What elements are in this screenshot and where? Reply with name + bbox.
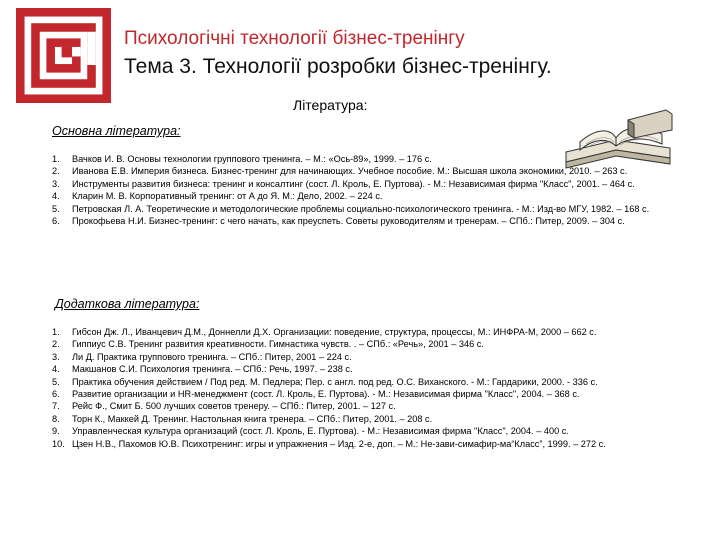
list-item (52, 203, 684, 215)
additional-literature-label: Додаткова література: (55, 297, 200, 311)
item-number: 2. (52, 339, 60, 350)
additional-literature-list (52, 326, 684, 450)
item-text: Цзен Н.В., Пахомов Ю.В. Психотренинг: игры и упражнения – Изд. 2-е, доп. – М.: Не-зави-симафир-ма“Класс”, 1999. – 272 с. (72, 438, 606, 449)
list-item (52, 400, 684, 412)
literature-heading: Література: (293, 97, 368, 113)
list-item (52, 190, 684, 202)
item-number: 3. (52, 351, 60, 362)
item-text: Петровская Л. А. Теоретические и методологические проблемы социально-психологического тренинга. - М.: Изд-во МГУ, 1982. – 168 с. (72, 203, 650, 214)
item-text: Иванова Е.В. Империя бизнеса. Бизнес-тренинг для начинающих. Учебное пособие. М.: Высшая школа экономики, 2010. – 263 с. (72, 166, 628, 177)
list-item (52, 178, 684, 190)
item-number: 5. (52, 203, 60, 214)
item-number: 9. (52, 426, 60, 437)
list-item (52, 376, 684, 388)
item-text: Торн К., Маккей Д. Тренинг. Настольная книга тренера. – СПб.: Питер, 2001. – 208 с. (72, 413, 433, 424)
item-number: 7. (52, 401, 60, 412)
item-text: Развитие организации и HR-менеджмент (сост. Л. Кроль, Е. Пуртова). - М.: Независимая фирма "Класс", 2004. – 368 с. (72, 389, 580, 400)
list-item (52, 425, 684, 437)
item-text: Вачков И. В. Основы технологии группового тренинга. – М.: «Ось-89», 1999. – 176 с. (72, 154, 432, 164)
list-item (52, 153, 684, 165)
item-number: 10. (52, 438, 65, 449)
list-item (52, 326, 684, 338)
item-number: 8. (52, 413, 60, 424)
item-text: Прокофьева Н.И. Бизнес-тренинг: с чего начать, как преуспеть. Советы руководителям и тренерам. – СПб.: Питер, 2009. – 304 с. (72, 216, 625, 227)
list-item (52, 215, 684, 227)
item-number: 4. (52, 191, 60, 202)
course-title: Психологічні технології бізнес-тренінгу (124, 28, 465, 49)
topic-title: Тема 3. Технології розробки бізнес-тренінгу. (124, 55, 552, 78)
item-text: Управленческая культура организаций (сост. Л. Кроль, Е. Пуртова). - М.: Независимая фирма "Класс", 2004. – 400 с. (72, 426, 569, 437)
main-literature-list (52, 153, 684, 227)
item-number: 1. (52, 327, 60, 337)
item-text: Кларин М. В. Корпоративный тренинг: от А до Я. М.: Дело, 2002. – 224 с. (72, 191, 383, 202)
list-item (52, 413, 684, 425)
item-number: 6. (52, 216, 60, 227)
item-number: 6. (52, 389, 60, 400)
item-number: 3. (52, 178, 60, 189)
list-item (52, 165, 684, 177)
greek-key-logo-icon (16, 8, 111, 103)
item-text: Ли Д. Практика группового тренинга. – СПб.: Питер, 2001 – 224 с. (72, 351, 352, 362)
list-item (52, 351, 684, 363)
list-item (52, 388, 684, 400)
item-number: 1. (52, 154, 60, 164)
item-text: Гиппиус С.В. Тренинг развития креативности. Гимнастика чувств. . – СПб.: «Речь», 2001 – 346 с. (72, 339, 484, 350)
item-number: 2. (52, 166, 60, 177)
item-number: 4. (52, 364, 60, 375)
item-text: Макшанов С.И. Психология тренинга. – СПб.: Речь, 1997. – 238 с. (72, 364, 353, 375)
list-item (52, 338, 684, 350)
item-number: 5. (52, 376, 60, 387)
item-text: Практика обучения действием / Под ред. М. Педлера; Пер. с англ. под ред. О.С. Виханского. - М.: Гардарики, 2000. - 336 с. (72, 376, 598, 387)
item-text: Инструменты развития бизнеса: тренинг и консалтинг (сост. Л. Кроль, Е. Пуртова). - М.: Независимая фирма "Класс", 2001. – 464 с. (72, 178, 635, 189)
list-item (52, 438, 684, 450)
list-item (52, 363, 684, 375)
item-text: Рейс Ф., Смит Б. 500 лучших советов тренеру. – СПб.: Питер, 2001. – 127 с. (72, 401, 396, 412)
item-text: Гибсон Дж. Л., Иванцевич Д.М., Доннелли Д.Х. Организации: поведение, структура, процессы, М.: ИНФРА-М, 2000 – 662 с. (72, 327, 597, 337)
main-literature-label: Основна література: (52, 124, 181, 138)
